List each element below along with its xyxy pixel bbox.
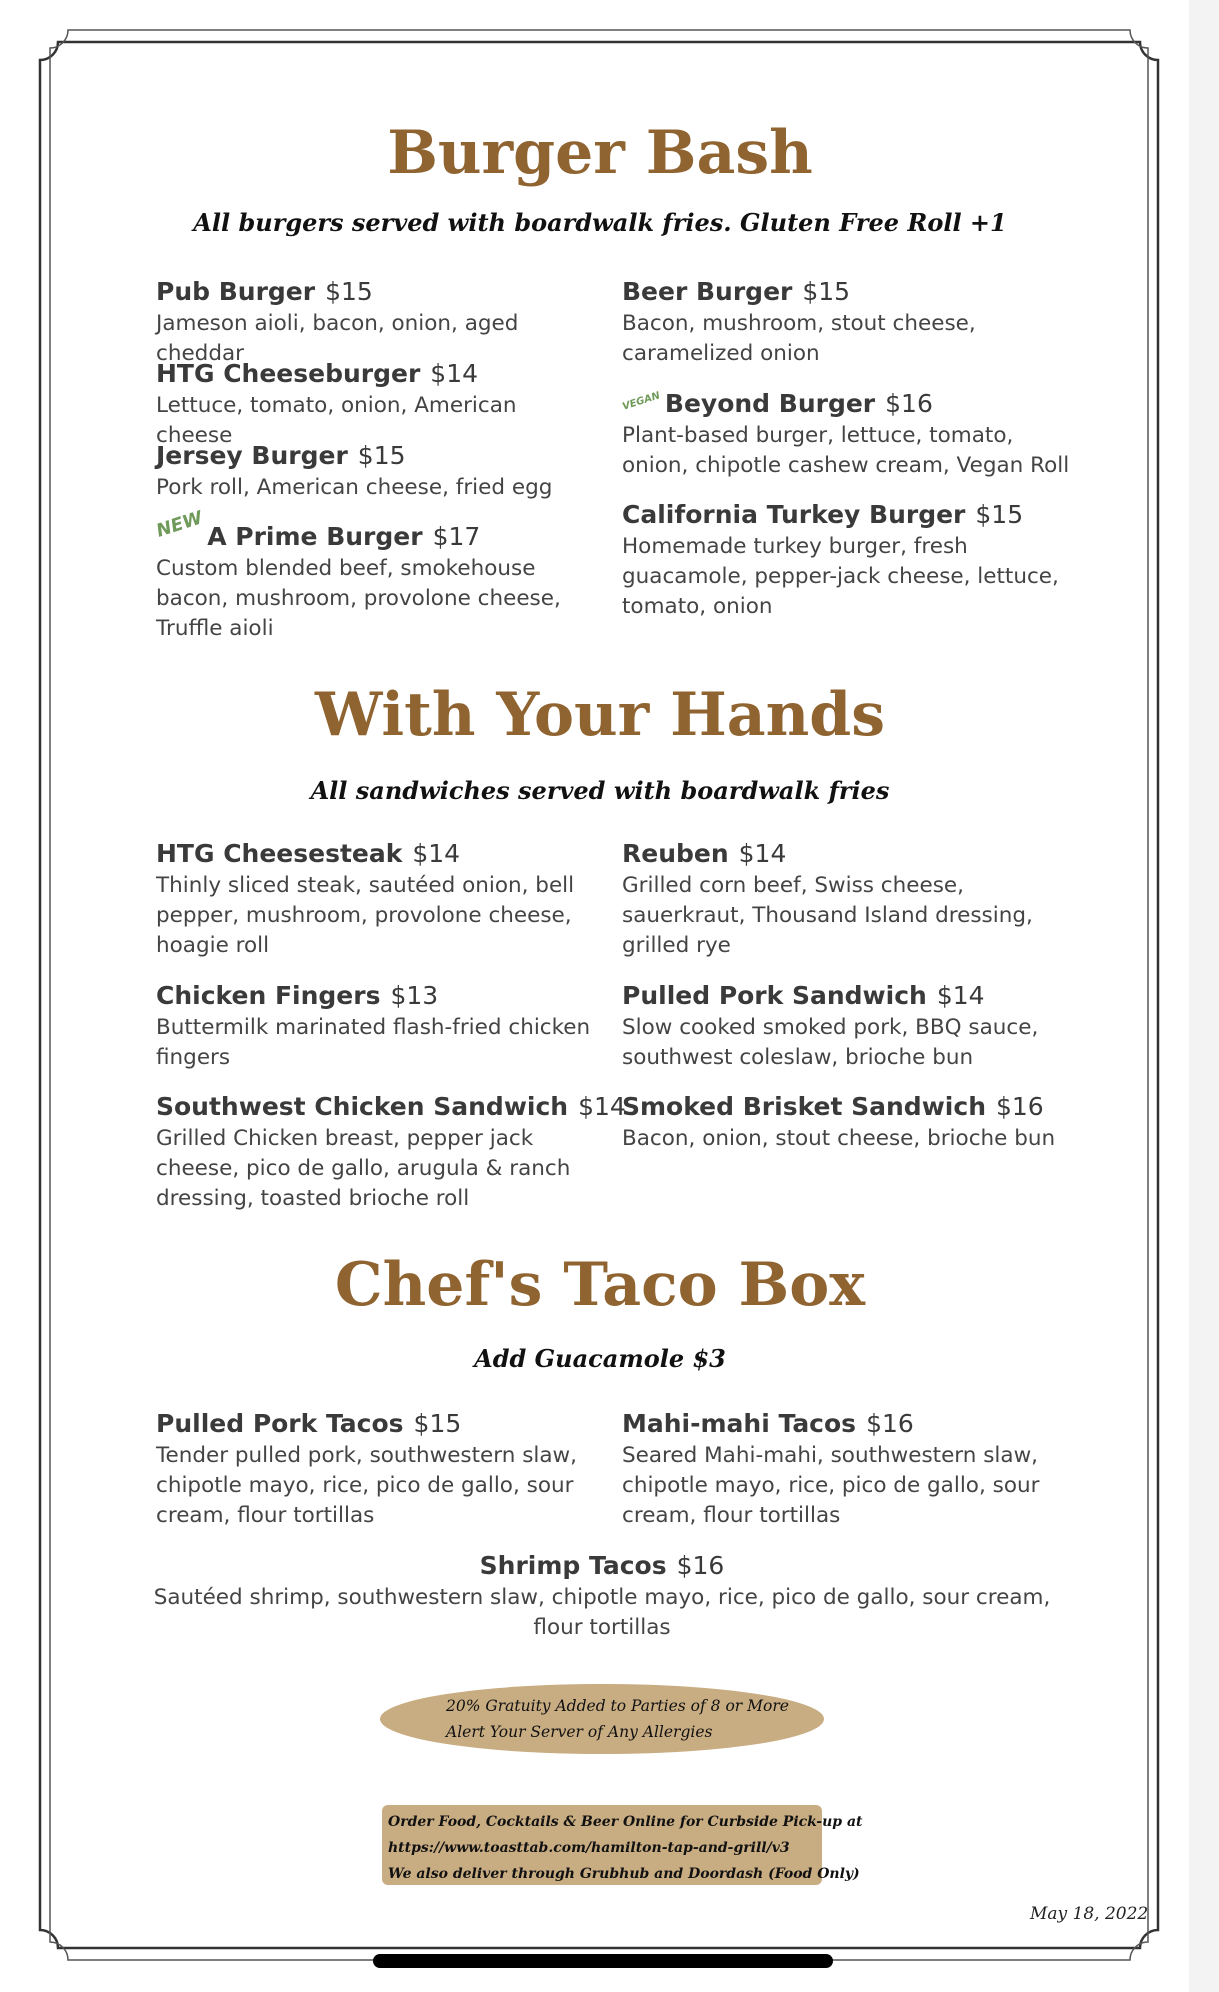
gratuity-allergy-note [380,1684,824,1754]
item-description: Grilled corn beef, Swiss cheese, sauerkraut, Thousand Island dressing, grilled rye [622,873,1033,958]
item-price: $15 [975,500,1024,529]
allergy-text: Alert Your Server of Any Allergies [446,1723,713,1741]
item-description: Jameson aioli, bacon, onion, aged cheddar [156,311,519,366]
online-order-text: Order Food, Cocktails & Beer Online for Curbside Pick-up at [388,1814,863,1830]
item-price: $14 [936,981,985,1010]
menu-item-pulled-pork-tacos [156,1407,596,1531]
gratuity-text: 20% Gratuity Added to Parties of 8 or More [446,1697,789,1715]
item-name: Beyond Burger [664,389,876,418]
menu-item-mahi-mahi-tacos [622,1407,1072,1531]
menu-item-pub-burger [156,275,596,369]
item-price: $17 [432,522,481,551]
item-name: Chicken Fingers [156,981,381,1010]
item-name: Pub Burger [156,277,316,306]
menu-item-htg-cheesesteak [156,837,596,961]
item-price: $14 [738,839,787,868]
item-name: Pulled Pork Sandwich [622,981,927,1010]
menu-item-pulled-pork-sandwich [622,979,1072,1073]
menu-item-chicken-fingers [156,979,596,1073]
item-name: HTG Cheeseburger [156,359,421,388]
item-name: Smoked Brisket Sandwich [622,1092,986,1121]
delivery-text: We also deliver through Grubhub and Doordash (Food Only) [388,1866,860,1882]
item-description: Bacon, onion, stout cheese, brioche bun [622,1126,1056,1151]
vegan-badge: VEGAN [621,390,662,413]
item-price: $16 [676,1551,725,1580]
menu-item-shrimp-tacos [150,1549,1054,1643]
item-name: Pulled Pork Tacos [156,1409,404,1438]
menu-item-beer-burger [622,275,1072,369]
online-order-url[interactable]: https://www.toasttab.com/hamilton-tap-and-grill/v3 [388,1840,790,1856]
menu-date: May 18, 2022 [1030,1904,1149,1924]
item-name: Beer Burger [622,277,793,306]
item-description: Tender pulled pork, southwestern slaw, chipotle mayo, rice, pico de gallo, sour cream, flour tortillas [156,1443,577,1528]
menu-item-a-prime-burger [153,507,596,644]
section-subtitle-burger-bash: All burgers served with boardwalk fries. Gluten Free Roll +1 [193,208,1007,237]
item-price: $14 [578,1092,626,1121]
item-description: Sautéed shrimp, southwestern slaw, chipotle mayo, rice, pico de gallo, sour cream, flour tortillas [153,1585,1051,1640]
item-price: $14 [412,839,461,868]
item-price: $16 [866,1409,914,1438]
item-name: A Prime Burger [207,522,423,551]
item-name: Reuben [622,839,729,868]
item-name: Mahi-mahi Tacos [622,1409,857,1438]
item-name: HTG Cheesesteak [156,839,403,868]
item-price: $14 [430,359,479,388]
section-title-with-your-hands: With Your Hands [314,680,886,750]
item-price: $16 [885,389,933,418]
online-order-note [382,1805,863,1885]
item-price: $15 [357,441,406,470]
menu-item-california-turkey-burger [622,498,1072,622]
section-subtitle-with-your-hands: All sandwiches served with boardwalk fries [310,776,890,805]
menu-item-htg-cheeseburger [156,357,596,451]
item-name: Jersey Burger [156,441,348,470]
item-description: Custom blended beef, smokehouse bacon, mushroom, provolone cheese, Truffle aioli [156,556,561,641]
item-price: $13 [390,981,439,1010]
section-subtitle-chefs-taco-box: Add Guacamole $3 [474,1344,726,1373]
menu-item-smoked-brisket-sandwich [622,1090,1072,1154]
home-indicator[interactable] [373,1954,833,1968]
item-description: Pork roll, American cheese, fried egg [156,475,553,500]
item-description: Homemade turkey burger, fresh guacamole, pepper-jack cheese, lettuce, tomato, onion [622,534,1059,619]
item-name: California Turkey Burger [622,500,966,529]
item-price: $16 [996,1092,1044,1121]
menu-item-reuben [622,837,1072,961]
section-title-chefs-taco-box: Chef's Taco Box [334,1250,866,1320]
item-description: Buttermilk marinated flash-fried chicken fingers [156,1015,591,1070]
item-description: Thinly sliced steak, sautéed onion, bell pepper, mushroom, provolone cheese, hoagie roll [156,873,575,958]
item-description: Slow cooked smoked pork, BBQ sauce, southwest coleslaw, brioche bun [622,1015,1039,1070]
menu-item-southwest-chicken-sandwich [156,1090,626,1214]
item-description: Lettuce, tomato, onion, American cheese [156,393,517,448]
item-description: Seared Mahi-mahi, southwestern slaw, chipotle mayo, rice, pico de gallo, sour cream, flour tortillas [622,1443,1040,1528]
item-price: $15 [325,277,373,306]
item-price: $15 [802,277,851,306]
section-title-burger-bash: Burger Bash [387,118,813,188]
item-price: $15 [413,1409,462,1438]
item-description: Plant-based burger, lettuce, tomato, onion, chipotle cashew cream, Vegan Roll [622,423,1070,478]
new-badge: NEW [153,507,206,542]
menu-item-jersey-burger [156,439,596,503]
item-description: Grilled Chicken breast, pepper jack cheese, pico de gallo, arugula & ranch dressing, toasted brioche roll [156,1126,571,1211]
menu-item-beyond-burger [622,387,1072,481]
item-description: Bacon, mushroom, stout cheese, caramelized onion [622,311,976,366]
item-name: Southwest Chicken Sandwich [156,1092,569,1121]
item-name: Shrimp Tacos [479,1551,667,1580]
